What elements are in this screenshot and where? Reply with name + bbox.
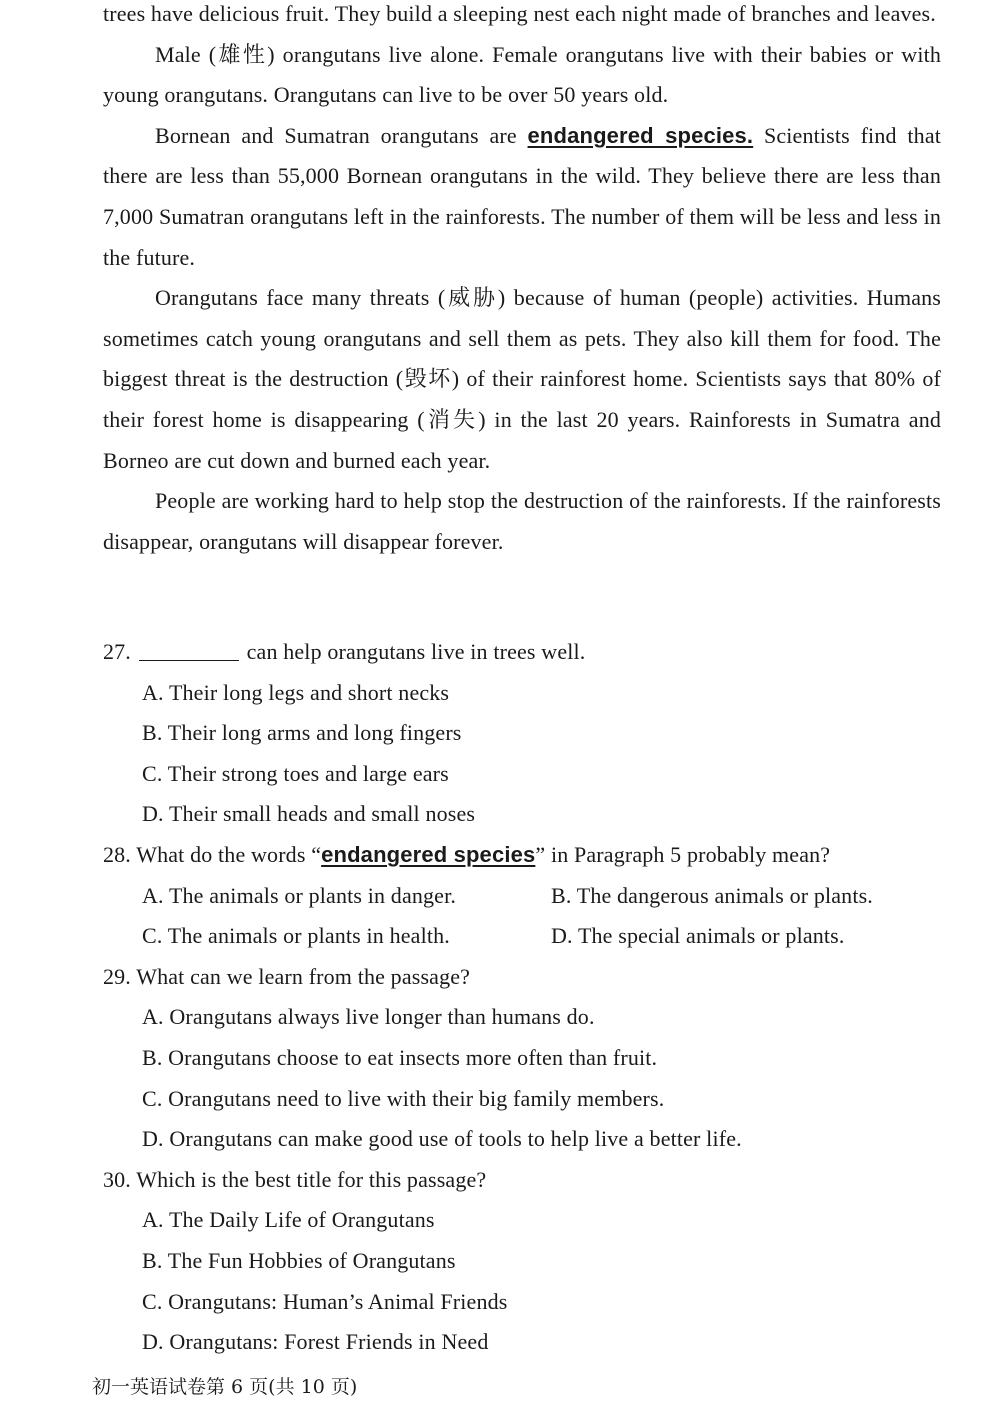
options-28-row1 bbox=[103, 876, 941, 917]
option-29-a: A. Orangutans always live longer than humans do. bbox=[142, 1004, 595, 1030]
option-28-b: B. The dangerous animals or plants. bbox=[551, 882, 873, 908]
page-footer: 初一英语试卷第 6 页(共 10 页) bbox=[92, 1376, 358, 1398]
options-28-row2 bbox=[103, 916, 941, 957]
question-section bbox=[103, 632, 941, 1363]
option-27-a: A. Their long legs and short necks bbox=[142, 679, 450, 705]
paragraph-conclusion: People are working hard to help stop the destruction of the rainforests. If the rainforests disappear, orangutans will disappear forever. bbox=[103, 488, 941, 554]
option-29-d: D. Orangutans can make good use of tools to help live a better life. bbox=[142, 1126, 742, 1152]
question-29: 29. What can we learn from the passage? bbox=[103, 963, 471, 989]
paragraph-continued: trees have delicious fruit. They build a sleeping nest each night made of branches and leaves. bbox=[103, 1, 936, 26]
option-28-c: C. The animals or plants in health. bbox=[142, 923, 450, 949]
answer-blank[interactable] bbox=[139, 636, 239, 661]
paragraph-threats: Orangutans face many threats (威胁) because of human (people) activities. Humans sometimes catch young orangutans and sell them as pets. They also kill them for food. The biggest threat is the destruction (毁坏) of their rainforest home. Scientists says that 80% of their forest home is disappearing (消失) in the last 20 years. Rainforests in Sumatra and Borneo are cut down and burned each year. bbox=[103, 285, 941, 473]
question-30: 30. Which is the best title for this passage? bbox=[103, 1166, 487, 1192]
option-27-d: D. Their small heads and small noses bbox=[142, 801, 476, 827]
question-28 bbox=[103, 835, 941, 876]
question-stem: can help orangutans live in trees well. bbox=[246, 639, 586, 664]
option-28-a: A. The animals or plants in danger. bbox=[142, 882, 457, 908]
option-29-b: B. Orangutans choose to eat insects more often than fruit. bbox=[142, 1044, 658, 1070]
reading-passage bbox=[103, 0, 941, 562]
option-30-b: B. The Fun Hobbies of Orangutans bbox=[142, 1247, 456, 1273]
paragraph-male-female: Male (雄性) orangutans live alone. Female orangutans live with their babies or with young orangutans. Orangutans can live to be over 50 years old. bbox=[103, 41, 941, 108]
option-29-c: C. Orangutans need to live with their big family members. bbox=[142, 1085, 665, 1111]
option-27-b: B. Their long arms and long fingers bbox=[142, 720, 462, 746]
option-28-d: D. The special animals or plants. bbox=[551, 923, 845, 949]
keyword-endangered-species: endangered species. bbox=[527, 122, 754, 148]
paragraph-endangered bbox=[103, 116, 941, 278]
question-27 bbox=[103, 632, 941, 673]
question-stem-start: 28. What do the words “ bbox=[103, 841, 322, 867]
option-30-a: A. The Daily Life of Orangutans bbox=[142, 1207, 435, 1233]
question-number: 27. bbox=[103, 639, 131, 664]
option-30-c: C. Orangutans: Human’s Animal Friends bbox=[142, 1288, 508, 1314]
paragraph-endangered-start: Bornean and Sumatran orangutans are bbox=[155, 122, 528, 148]
question-stem-end: ” in Paragraph 5 probably mean? bbox=[535, 841, 831, 867]
keyword-endangered-species: endangered species bbox=[321, 841, 536, 867]
option-27-c: C. Their strong toes and large ears bbox=[142, 760, 449, 786]
option-30-d: D. Orangutans: Forest Friends in Need bbox=[142, 1329, 489, 1355]
paragraph-endangered-rest: Scientists find that there are less than 55,000 Bornean orangutans in the wild. They believe there are less than 7,000 Sumatran orangutans left in the rainforests. The number of them will be less and less in the future. bbox=[103, 122, 941, 270]
